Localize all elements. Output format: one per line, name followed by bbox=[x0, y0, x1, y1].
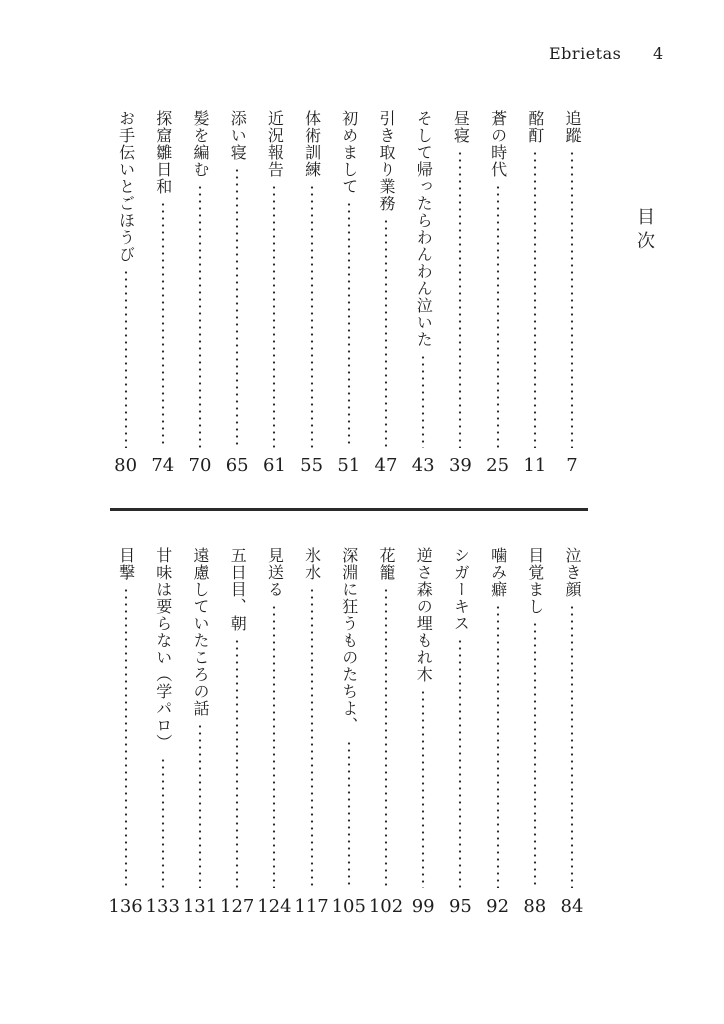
page-number: 4 bbox=[653, 44, 664, 63]
toc-entry bbox=[481, 110, 515, 478]
toc-entry-page-number: 88 bbox=[523, 896, 547, 917]
toc-entry-title: 蒼の時代 bbox=[488, 110, 508, 178]
toc-entry-title: 五日目、朝 bbox=[228, 547, 248, 632]
toc-entry-title: 逆さ森の埋もれ木 bbox=[414, 547, 434, 683]
toc-entry-title: 髪を編む bbox=[191, 110, 210, 178]
toc-entry bbox=[518, 110, 552, 478]
toc-entry-page-number: 102 bbox=[368, 896, 404, 917]
toc-entry-leader bbox=[310, 587, 314, 888]
toc-entry-page-number: 136 bbox=[108, 896, 143, 917]
toc-entry-leader bbox=[458, 638, 462, 888]
toc-entry-leader bbox=[496, 604, 500, 888]
section-divider bbox=[110, 508, 588, 511]
toc-entry-leader bbox=[347, 740, 351, 888]
toc-entry-leader bbox=[384, 587, 388, 888]
toc-entry-title: 噛み癖 bbox=[488, 547, 508, 598]
toc-entry-title: 目撃 bbox=[116, 547, 136, 581]
toc-entry-title: 見送る bbox=[265, 547, 285, 598]
toc-entry-title: 深淵に狂うものたちよ、 bbox=[339, 547, 359, 734]
toc-entry bbox=[295, 110, 329, 478]
toc-entry-leader bbox=[570, 604, 574, 888]
toc-entry-page-number: 7 bbox=[566, 455, 578, 476]
toc-entry-leader bbox=[161, 201, 165, 448]
toc-entry-title: そして帰ったらわんわん泣いた bbox=[414, 110, 434, 348]
toc-entry-leader bbox=[124, 269, 128, 448]
toc-entry-page-number: 70 bbox=[188, 455, 212, 476]
toc-entry-title: 初めまして bbox=[339, 110, 359, 195]
toc-entry-leader bbox=[533, 150, 537, 448]
toc-entry bbox=[183, 547, 217, 919]
toc-entry bbox=[220, 110, 254, 478]
toc-entry-page-number: 74 bbox=[151, 455, 175, 476]
toc-entry-page-number: 65 bbox=[225, 455, 249, 476]
toc-entry bbox=[183, 110, 217, 478]
toc-entry-page-number: 105 bbox=[331, 896, 366, 917]
toc-entry bbox=[555, 547, 589, 919]
toc-entry-title: 酩酊 bbox=[525, 110, 545, 144]
toc-entry bbox=[332, 110, 366, 478]
toc-entry bbox=[295, 547, 329, 919]
toc-entry-page-number: 127 bbox=[220, 896, 255, 917]
toc-entry-page-number: 131 bbox=[182, 896, 218, 917]
toc-entry-leader bbox=[570, 150, 574, 448]
toc-entry-leader bbox=[458, 150, 462, 448]
toc-entry-page-number: 99 bbox=[411, 896, 435, 917]
toc-entry-page-number: 95 bbox=[448, 896, 472, 917]
toc-entry-title: 花籠 bbox=[377, 547, 396, 581]
toc-entry-title: 氷水 bbox=[302, 547, 322, 581]
toc-entry-page-number: 47 bbox=[374, 455, 398, 476]
toc-entry-leader bbox=[235, 638, 239, 888]
toc-entry bbox=[257, 110, 291, 478]
toc-entry-title: 添い寝 bbox=[228, 110, 248, 161]
toc-entry bbox=[406, 547, 440, 919]
toc-entry-leader bbox=[198, 184, 202, 448]
toc-entry bbox=[443, 547, 477, 919]
toc-entry-title: 追蹤 bbox=[563, 110, 582, 144]
toc-entry-page-number: 80 bbox=[114, 455, 138, 476]
toc-entry-leader bbox=[421, 689, 425, 888]
toc-entry-title: お手伝いとごほうび bbox=[116, 110, 136, 263]
toc-entry-leader bbox=[272, 184, 276, 448]
toc-heading: 目次 bbox=[634, 207, 655, 255]
toc-entry-leader bbox=[124, 587, 128, 888]
toc-entry-title: 引き取り業務 bbox=[377, 110, 396, 212]
toc-entry-leader bbox=[533, 621, 537, 888]
toc-entry bbox=[332, 547, 366, 919]
toc-entry bbox=[406, 110, 440, 478]
toc-entry-page-number: 11 bbox=[523, 455, 547, 476]
toc-entry-leader bbox=[198, 723, 202, 888]
page-header bbox=[549, 44, 669, 68]
toc-entry-page-number: 43 bbox=[411, 455, 435, 476]
toc-entry-title: 体術訓練 bbox=[302, 110, 322, 178]
toc-entry-leader bbox=[310, 184, 314, 448]
toc-entry-page-number: 133 bbox=[145, 896, 180, 917]
toc-entry-title: 昼寝 bbox=[451, 110, 471, 144]
toc-entry bbox=[257, 547, 291, 919]
toc-entry-title: 遠慮していたころの話 bbox=[191, 547, 210, 717]
toc-entry bbox=[109, 547, 143, 919]
toc-entry-page-number: 92 bbox=[486, 896, 510, 917]
toc-entry-title: 近況報告 bbox=[265, 110, 285, 178]
toc-entry-page-number: 61 bbox=[262, 455, 286, 476]
toc-entry-page-number: 84 bbox=[560, 896, 584, 917]
toc-entry-title: 泣き顔 bbox=[563, 547, 582, 598]
toc-entry bbox=[369, 547, 403, 919]
toc-entry-title: 目覚まし bbox=[525, 547, 545, 615]
toc-entry bbox=[220, 547, 254, 919]
toc-entry bbox=[443, 110, 477, 478]
toc-entry-page-number: 39 bbox=[448, 455, 472, 476]
toc-entry-page-number: 117 bbox=[294, 896, 329, 917]
toc-entry bbox=[146, 110, 180, 478]
toc-entry-page-number: 124 bbox=[257, 896, 292, 917]
toc-entry-title: 探窟雛日和 bbox=[153, 110, 173, 195]
toc-entry-leader bbox=[235, 167, 239, 448]
toc-entry bbox=[518, 547, 552, 919]
toc-entry-leader bbox=[161, 757, 165, 888]
toc-entry-title: シガーキス bbox=[451, 547, 471, 632]
toc-entry bbox=[481, 547, 515, 919]
toc-entry bbox=[555, 110, 589, 478]
toc-entry bbox=[109, 110, 143, 478]
toc-entry-page-number: 25 bbox=[486, 455, 510, 476]
toc-entry-leader bbox=[272, 604, 276, 888]
toc-entry bbox=[369, 110, 403, 478]
book-title: Ebrietas bbox=[549, 44, 622, 63]
toc-entry-page-number: 55 bbox=[300, 455, 324, 476]
toc-entry bbox=[146, 547, 180, 919]
toc-entry-page-number: 51 bbox=[337, 455, 361, 476]
toc-entry-leader bbox=[496, 184, 500, 448]
toc-entry-leader bbox=[384, 218, 388, 448]
toc-entry-leader bbox=[421, 354, 425, 448]
toc-entry-leader bbox=[347, 201, 351, 448]
toc-entry-title: 甘味は要らない（学パロ） bbox=[153, 547, 173, 751]
